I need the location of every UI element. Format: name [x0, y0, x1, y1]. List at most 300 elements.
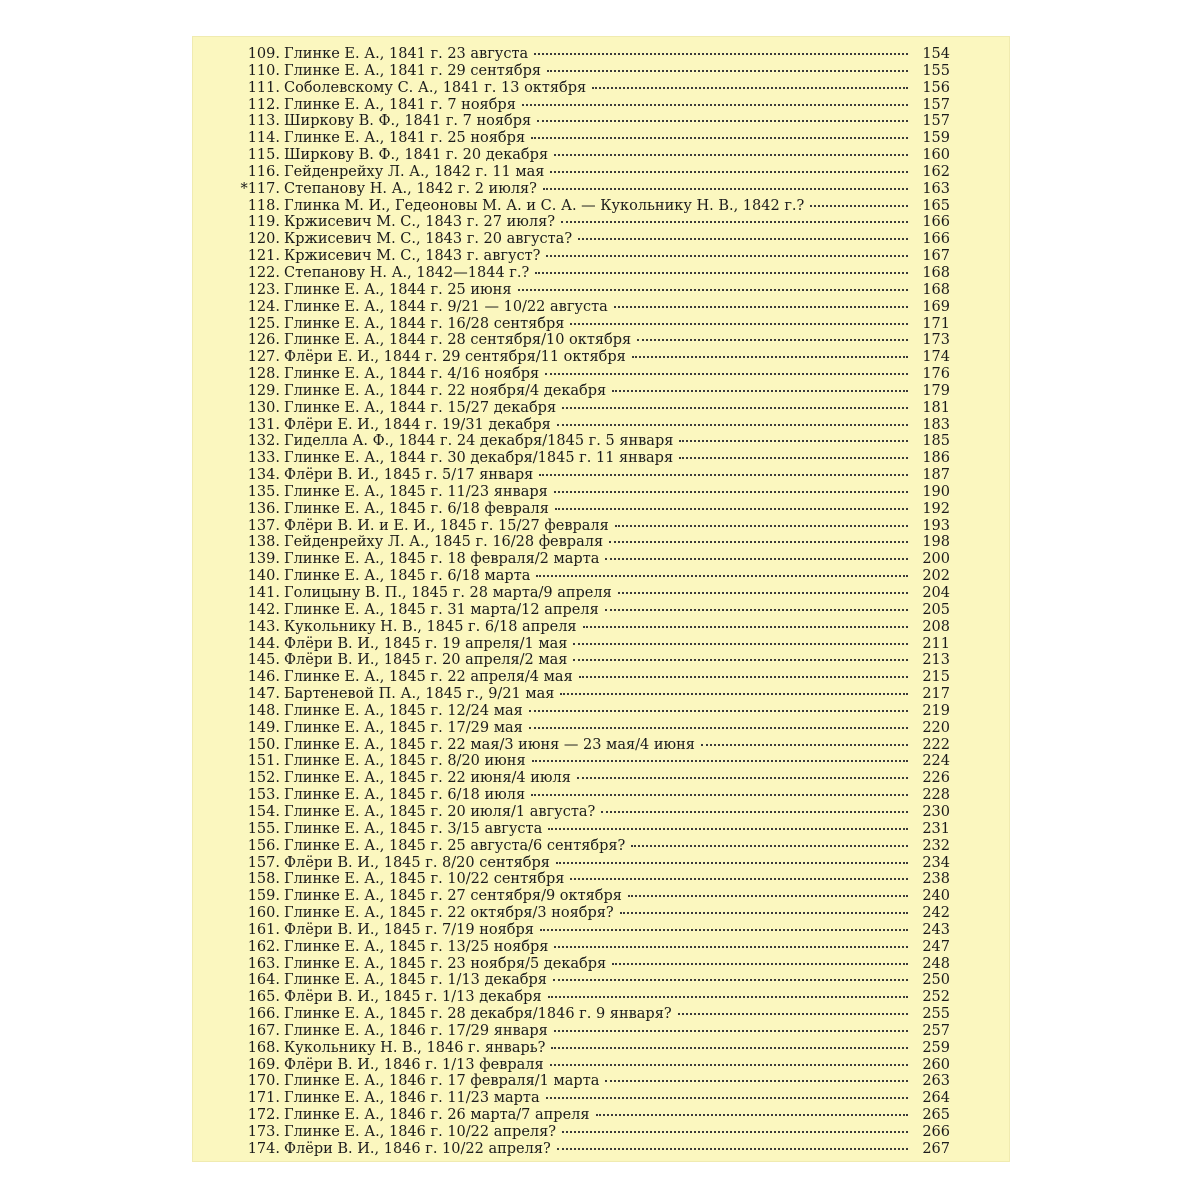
- entry-page-number: 157: [922, 96, 950, 113]
- dot-leader: [546, 255, 908, 257]
- entry-page-number: 181: [922, 399, 950, 416]
- entry-title: Глинке Е. А., 1841 г. 25 ноября: [284, 130, 526, 147]
- toc-entry: [232, 1090, 950, 1107]
- entry-page-number: 231: [922, 820, 950, 837]
- dot-leader: [573, 659, 908, 661]
- entry-title: Глинке Е. А., 1845 г. 17/29 мая: [284, 719, 523, 736]
- entry-page-number: 176: [922, 366, 950, 383]
- entry-page-number: 222: [922, 736, 950, 753]
- entry-page-number: 228: [922, 787, 950, 804]
- toc-entry: [232, 787, 950, 804]
- entry-page-number: 220: [922, 719, 950, 736]
- toc-entry: [232, 164, 950, 181]
- entry-title: Флёри В. И., 1845 г. 8/20 сентября: [284, 854, 550, 871]
- entry-title: Глинке Е. А., 1846 г. 10/22 апреля?: [284, 1124, 557, 1140]
- entry-number: 155.: [247, 820, 280, 837]
- entry-number: 166.: [247, 1006, 280, 1023]
- dot-leader: [548, 828, 908, 830]
- entry-title: Кукольнику Н. В., 1845 г. 6/18 апреля: [284, 618, 577, 635]
- dot-leader: [605, 558, 908, 560]
- toc-entry: [232, 1073, 950, 1090]
- entry-number: 156.: [247, 837, 280, 854]
- dot-leader: [556, 862, 908, 864]
- entry-title: Глинке Е. А., 1844 г. 15/27 декабря: [284, 399, 557, 416]
- dot-leader: [578, 238, 908, 240]
- entry-page-number: 204: [922, 585, 950, 601]
- entry-page-number: 187: [922, 467, 950, 484]
- entry-number: 154.: [247, 803, 280, 820]
- entry-title: Глинке Е. А., 1845 г. 22 октября/3 ноября?: [284, 905, 614, 922]
- entry-title: Глинке Е. А., 1846 г. 17 февраля/1 марта: [284, 1073, 600, 1090]
- dot-leader: [554, 946, 908, 948]
- toc-entry: [232, 804, 950, 821]
- toc-entry: [232, 1107, 950, 1124]
- dot-leader: [810, 205, 908, 207]
- entry-page-number: 224: [922, 753, 950, 770]
- toc-entry: [232, 619, 950, 636]
- dot-leader: [562, 1131, 908, 1133]
- entry-page-number: 171: [922, 315, 950, 332]
- entry-number: 160.: [247, 905, 280, 922]
- dot-leader: [554, 491, 908, 493]
- document-page: [192, 36, 1010, 1162]
- entry-page-number: 160: [922, 147, 950, 164]
- entry-page-number: 260: [922, 1056, 950, 1073]
- dot-leader: [518, 289, 909, 291]
- entry-page-number: 252: [922, 989, 950, 1006]
- dot-leader: [596, 1114, 908, 1116]
- entry-title: Кукольнику Н. В., 1846 г. январь?: [284, 1039, 546, 1056]
- entry-number: 149.: [247, 719, 280, 736]
- entry-page-number: 168: [922, 264, 950, 281]
- entry-page-number: 162: [922, 163, 950, 180]
- dot-leader: [583, 626, 908, 628]
- entry-title: Глинке Е. А., 1845 г. 13/25 ноября: [284, 938, 549, 955]
- entry-title: Глинке Е. А., 1844 г. 16/28 сентября: [284, 315, 565, 332]
- entry-title: Глинке Е. А., 1845 г. 28 декабря/1846 г. 9 января?: [284, 1006, 672, 1023]
- entry-page-number: 232: [922, 837, 950, 854]
- toc-entry: [232, 181, 950, 198]
- entry-title: Флёри В. И., 1845 г. 1/13 декабря: [284, 989, 542, 1006]
- entry-page-number: 159: [922, 130, 950, 147]
- entry-title: Глинке Е. А., 1844 г. 25 июня: [284, 281, 512, 298]
- entry-number: 139.: [247, 551, 280, 568]
- entry-title: Глинке Е. А., 1845 г. 18 февраля/2 марта: [284, 551, 600, 568]
- toc-entry: [232, 349, 950, 366]
- entry-page-number: 166: [922, 231, 950, 248]
- entry-number: 153.: [247, 787, 280, 804]
- dot-leader: [612, 963, 908, 965]
- entry-number: 164.: [247, 972, 280, 989]
- dot-leader: [522, 104, 908, 106]
- dot-leader: [557, 1148, 908, 1150]
- toc-entry: [232, 838, 950, 855]
- dot-leader: [605, 609, 908, 611]
- entry-page-number: 167: [922, 248, 950, 265]
- entry-title: Кржисевич М. С., 1843 г. август?: [284, 248, 541, 265]
- toc-entry: [232, 433, 950, 450]
- entry-title: Флёри В. И., 1845 г. 7/19 ноября: [284, 921, 534, 938]
- dot-leader: [637, 339, 908, 341]
- toc-entry: [232, 316, 950, 333]
- entry-page-number: 266: [922, 1124, 950, 1140]
- entry-title: Глинке Е. А., 1841 г. 29 сентября: [284, 62, 542, 79]
- dot-leader: [546, 1097, 908, 1099]
- toc-entry: [232, 1124, 950, 1141]
- entry-number: 158.: [247, 871, 280, 888]
- toc-entry: [232, 1023, 950, 1040]
- toc-entry: [232, 972, 950, 989]
- entry-number: 140.: [247, 568, 280, 585]
- entry-page-number: 267: [922, 1140, 950, 1157]
- entry-number: 133.: [247, 450, 280, 467]
- entry-page-number: 163: [922, 180, 950, 197]
- entry-page-number: 174: [922, 349, 950, 366]
- toc-entry: [232, 905, 950, 922]
- entry-title: Глинке Е. А., 1845 г. 11/23 января: [284, 483, 548, 500]
- entry-number: 161.: [247, 921, 280, 938]
- dot-leader: [532, 760, 908, 762]
- table-of-contents: [232, 46, 950, 1158]
- entry-number: 145.: [247, 652, 280, 669]
- entry-title: Глинке Е. А., 1845 г. 1/13 декабря: [284, 972, 547, 989]
- toc-entry: [232, 855, 950, 872]
- entry-page-number: 215: [922, 669, 950, 686]
- entry-number: 151.: [247, 753, 280, 770]
- toc-entry: [232, 501, 950, 518]
- dot-leader: [560, 693, 908, 695]
- toc-entry: [232, 821, 950, 838]
- dot-leader: [628, 895, 908, 897]
- entry-title: Глинке Е. А., 1845 г. 22 июня/4 июля: [284, 770, 571, 787]
- dot-leader: [543, 188, 908, 190]
- dot-leader: [618, 592, 908, 594]
- dot-leader: [570, 323, 908, 325]
- entry-page-number: 240: [922, 888, 950, 905]
- toc-entry: [232, 400, 950, 417]
- toc-entry: [232, 417, 950, 434]
- entry-page-number: 213: [922, 652, 950, 669]
- entry-page-number: 217: [922, 686, 950, 703]
- toc-entry: [232, 518, 950, 535]
- dot-leader: [577, 777, 908, 779]
- entry-title: Гейденрейху Л. А., 1845 г. 16/28 февраля: [284, 534, 604, 551]
- toc-entry: [232, 113, 950, 130]
- entry-title: Глинке Е. А., 1841 г. 7 ноября: [284, 96, 516, 113]
- dot-leader: [550, 1064, 908, 1066]
- entry-page-number: 165: [922, 197, 950, 214]
- entry-page-number: 183: [922, 416, 950, 433]
- entry-title: Флёри В. И., 1845 г. 20 апреля/2 мая: [284, 652, 568, 669]
- entry-number: 146.: [247, 669, 280, 686]
- toc-entry: [232, 198, 950, 215]
- entry-number: 123.: [247, 281, 280, 298]
- entry-page-number: 156: [922, 79, 950, 96]
- toc-entry: [232, 922, 950, 939]
- entry-title: Гиделла А. Ф., 1844 г. 24 декабря/1845 г. 5 января: [284, 433, 674, 450]
- entry-title: Голицыну В. П., 1845 г. 28 марта/9 апреля: [284, 585, 612, 601]
- entry-number: 121.: [247, 248, 280, 265]
- toc-entry: [232, 871, 950, 888]
- toc-entry: [232, 703, 950, 720]
- dot-leader: [550, 171, 908, 173]
- entry-page-number: 243: [922, 921, 950, 938]
- entry-title: Глинке Е. А., 1845 г. 6/18 марта: [284, 568, 531, 585]
- entry-title: Глинке Е. А., 1844 г. 9/21 — 10/22 августа: [284, 298, 608, 315]
- entry-number: 147.: [247, 686, 280, 703]
- dot-leader: [701, 744, 908, 746]
- entry-number: 168.: [247, 1039, 280, 1056]
- entry-number: 122.: [247, 264, 280, 281]
- entry-title: Степанову Н. А., 1842—1844 г.?: [284, 264, 530, 281]
- entry-number: 118.: [247, 197, 280, 214]
- entry-number: 124.: [247, 298, 280, 315]
- dot-leader: [554, 154, 908, 156]
- toc-entry: [232, 1006, 950, 1023]
- toc-entry: [232, 753, 950, 770]
- entry-page-number: 219: [922, 702, 950, 719]
- dot-leader: [601, 811, 908, 813]
- entry-page-number: 208: [922, 618, 950, 635]
- entry-number: 126.: [247, 332, 280, 349]
- entry-title: Кржисевич М. С., 1843 г. 20 августа?: [284, 231, 573, 248]
- toc-entry: [232, 636, 950, 653]
- toc-entry: [232, 770, 950, 787]
- toc-entry: [232, 1040, 950, 1057]
- toc-entry: [232, 737, 950, 754]
- dot-leader: [539, 474, 908, 476]
- entry-page-number: 205: [922, 601, 950, 618]
- dot-leader: [536, 575, 908, 577]
- entry-number: 109.: [247, 46, 280, 62]
- entry-page-number: 250: [922, 972, 950, 989]
- entry-page-number: 263: [922, 1073, 950, 1090]
- entry-number: 170.: [247, 1073, 280, 1090]
- toc-entry: [232, 585, 950, 602]
- entry-title: Кржисевич М. С., 1843 г. 27 июля?: [284, 214, 556, 231]
- entry-number: 165.: [247, 989, 280, 1006]
- entry-number: 131.: [247, 416, 280, 433]
- entry-page-number: 173: [922, 332, 950, 349]
- dot-leader: [531, 794, 908, 796]
- dot-leader: [545, 373, 908, 375]
- entry-page-number: 186: [922, 450, 950, 467]
- dot-leader: [529, 710, 908, 712]
- toc-entry: [232, 366, 950, 383]
- entry-title: Глинке Е. А., 1845 г. 12/24 мая: [284, 702, 523, 719]
- entry-page-number: 230: [922, 803, 950, 820]
- entry-title: Глинке Е. А., 1846 г. 26 марта/7 апреля: [284, 1107, 590, 1124]
- toc-entry: [232, 46, 950, 63]
- entry-page-number: 157: [922, 113, 950, 130]
- toc-entry: [232, 1141, 950, 1158]
- entry-number: 111.: [247, 79, 280, 96]
- entry-page-number: 242: [922, 905, 950, 922]
- toc-entry: [232, 248, 950, 265]
- entry-number: 169.: [247, 1056, 280, 1073]
- dot-leader: [535, 272, 908, 274]
- toc-entry: [232, 939, 950, 956]
- entry-page-number: 192: [922, 500, 950, 517]
- entry-title: Ширкову В. Ф., 1841 г. 20 декабря: [284, 147, 549, 164]
- entry-title: Глинке Е. А., 1845 г. 8/20 июня: [284, 753, 526, 770]
- dot-leader: [561, 221, 908, 223]
- entry-title: Глинке Е. А., 1845 г. 6/18 февраля: [284, 500, 549, 517]
- dot-leader: [579, 676, 908, 678]
- entry-number: 130.: [247, 399, 280, 416]
- entry-number: 144.: [247, 635, 280, 652]
- entry-page-number: 166: [922, 214, 950, 231]
- entry-title: Глинке Е. А., 1844 г. 4/16 ноября: [284, 366, 540, 383]
- entry-number: 172.: [247, 1107, 280, 1124]
- entry-page-number: 257: [922, 1022, 950, 1039]
- entry-number: 152.: [247, 770, 280, 787]
- entry-title: Степанову Н. А., 1842 г. 2 июля?: [284, 180, 537, 197]
- entry-page-number: 211: [922, 635, 950, 652]
- entry-page-number: 255: [922, 1006, 950, 1023]
- entry-page-number: 247: [922, 938, 950, 955]
- entry-number: 119.: [247, 214, 280, 231]
- entry-number: 125.: [247, 315, 280, 332]
- entry-page-number: 200: [922, 551, 950, 568]
- entry-title: Глинке Е. А., 1845 г. 23 ноября/5 декабря: [284, 955, 607, 972]
- entry-number: 171.: [247, 1090, 280, 1107]
- entry-page-number: 238: [922, 871, 950, 888]
- entry-title: Флёри В. И., 1846 г. 1/13 февраля: [284, 1056, 544, 1073]
- entry-page-number: 154: [922, 46, 950, 62]
- dot-leader: [614, 306, 908, 308]
- dot-leader: [557, 424, 908, 426]
- toc-entry: [232, 383, 950, 400]
- dot-leader: [534, 53, 908, 55]
- entry-number: 167.: [247, 1022, 280, 1039]
- entry-title: Глинке Е. А., 1845 г. 20 июля/1 августа?: [284, 803, 596, 820]
- entry-title: Глинке Е. А., 1844 г. 28 сентября/10 октября: [284, 332, 632, 349]
- dot-leader: [570, 878, 908, 880]
- entry-page-number: 264: [922, 1090, 950, 1107]
- toc-entry: [232, 989, 950, 1006]
- entry-page-number: 169: [922, 298, 950, 315]
- dot-leader: [540, 929, 908, 931]
- entry-page-number: 248: [922, 955, 950, 972]
- entry-title: Флёри В. И. и Е. И., 1845 г. 15/27 февраля: [284, 517, 609, 534]
- entry-number: 127.: [247, 349, 280, 366]
- entry-title: Гейденрейху Л. А., 1842 г. 11 мая: [284, 163, 545, 180]
- toc-entry: [232, 652, 950, 669]
- dot-leader: [605, 1080, 908, 1082]
- toc-entry: [232, 669, 950, 686]
- toc-entry: [232, 265, 950, 282]
- entry-page-number: 234: [922, 854, 950, 871]
- entry-title: Глинке Е. А., 1844 г. 22 ноября/4 декабря: [284, 382, 607, 399]
- entry-title: Флёри Е. И., 1844 г. 29 сентября/11 октября: [284, 349, 626, 366]
- entry-title: Глинке Е. А., 1844 г. 30 декабря/1845 г. 11 января: [284, 450, 674, 467]
- entry-number: 129.: [247, 382, 280, 399]
- toc-entry: [232, 147, 950, 164]
- toc-entry: [232, 551, 950, 568]
- toc-entry: [232, 720, 950, 737]
- entry-title: Глинке Е. А., 1845 г. 31 марта/12 апреля: [284, 601, 599, 618]
- entry-title: Глинке Е. А., 1845 г. 22 мая/3 июня — 23 мая/4 июня: [284, 736, 695, 753]
- entry-page-number: 185: [922, 433, 950, 450]
- entry-number: 173.: [247, 1124, 280, 1140]
- entry-page-number: 168: [922, 281, 950, 298]
- dot-leader: [620, 912, 908, 914]
- entry-number: 148.: [247, 702, 280, 719]
- entry-number: 162.: [247, 938, 280, 955]
- entry-number: 159.: [247, 888, 280, 905]
- entry-number: 174.: [247, 1140, 280, 1157]
- dot-leader: [615, 525, 908, 527]
- toc-entry: [232, 282, 950, 299]
- entry-number: 134.: [247, 467, 280, 484]
- toc-entry: [232, 97, 950, 114]
- toc-entry: [232, 568, 950, 585]
- entry-number: 116.: [247, 163, 280, 180]
- toc-entry: [232, 956, 950, 973]
- toc-entry: [232, 214, 950, 231]
- toc-entry: [232, 332, 950, 349]
- entry-number: *117.: [240, 180, 280, 197]
- toc-entry: [232, 299, 950, 316]
- toc-entry: [232, 534, 950, 551]
- entry-title: Соболевскому С. А., 1841 г. 13 октября: [284, 79, 587, 96]
- entry-number: 141.: [247, 585, 280, 601]
- entry-title: Глинка М. И., Гедеоновы М. А. и С. А. — Кукольнику Н. В., 1842 г.?: [284, 197, 805, 214]
- entry-page-number: 190: [922, 483, 950, 500]
- dot-leader: [631, 845, 908, 847]
- dot-leader: [548, 996, 908, 998]
- toc-entry: [232, 888, 950, 905]
- dot-leader: [632, 356, 908, 358]
- entry-page-number: 179: [922, 382, 950, 399]
- entry-title: Флёри В. И., 1845 г. 19 апреля/1 мая: [284, 635, 568, 652]
- entry-title: Глинке Е. А., 1846 г. 17/29 января: [284, 1022, 548, 1039]
- entry-number: 112.: [247, 96, 280, 113]
- toc-entry: [232, 467, 950, 484]
- dot-leader: [562, 407, 908, 409]
- entry-number: 138.: [247, 534, 280, 551]
- dot-leader: [547, 70, 908, 72]
- entry-number: 135.: [247, 483, 280, 500]
- entry-title: Глинке Е. А., 1845 г. 25 августа/6 сентября?: [284, 837, 626, 854]
- entry-page-number: 198: [922, 534, 950, 551]
- entry-number: 110.: [247, 62, 280, 79]
- entry-title: Флёри Е. И., 1844 г. 19/31 декабря: [284, 416, 551, 433]
- entry-number: 142.: [247, 601, 280, 618]
- dot-leader: [553, 979, 908, 981]
- entry-title: Глинке Е. А., 1841 г. 23 августа: [284, 46, 529, 62]
- entry-number: 143.: [247, 618, 280, 635]
- entry-number: 136.: [247, 500, 280, 517]
- entry-number: 163.: [247, 955, 280, 972]
- toc-entry: [232, 602, 950, 619]
- entry-number: 115.: [247, 147, 280, 164]
- entry-page-number: 226: [922, 770, 950, 787]
- entry-page-number: 259: [922, 1039, 950, 1056]
- toc-entry: [232, 80, 950, 97]
- dot-leader: [554, 1030, 908, 1032]
- entry-title: Ширкову В. Ф., 1841 г. 7 ноября: [284, 113, 532, 130]
- entry-number: 150.: [247, 736, 280, 753]
- toc-entry: [232, 484, 950, 501]
- toc-entry: [232, 63, 950, 80]
- dot-leader: [612, 390, 908, 392]
- toc-entry: [232, 450, 950, 467]
- entry-page-number: 265: [922, 1107, 950, 1124]
- dot-leader: [555, 508, 908, 510]
- dot-leader: [678, 1013, 908, 1015]
